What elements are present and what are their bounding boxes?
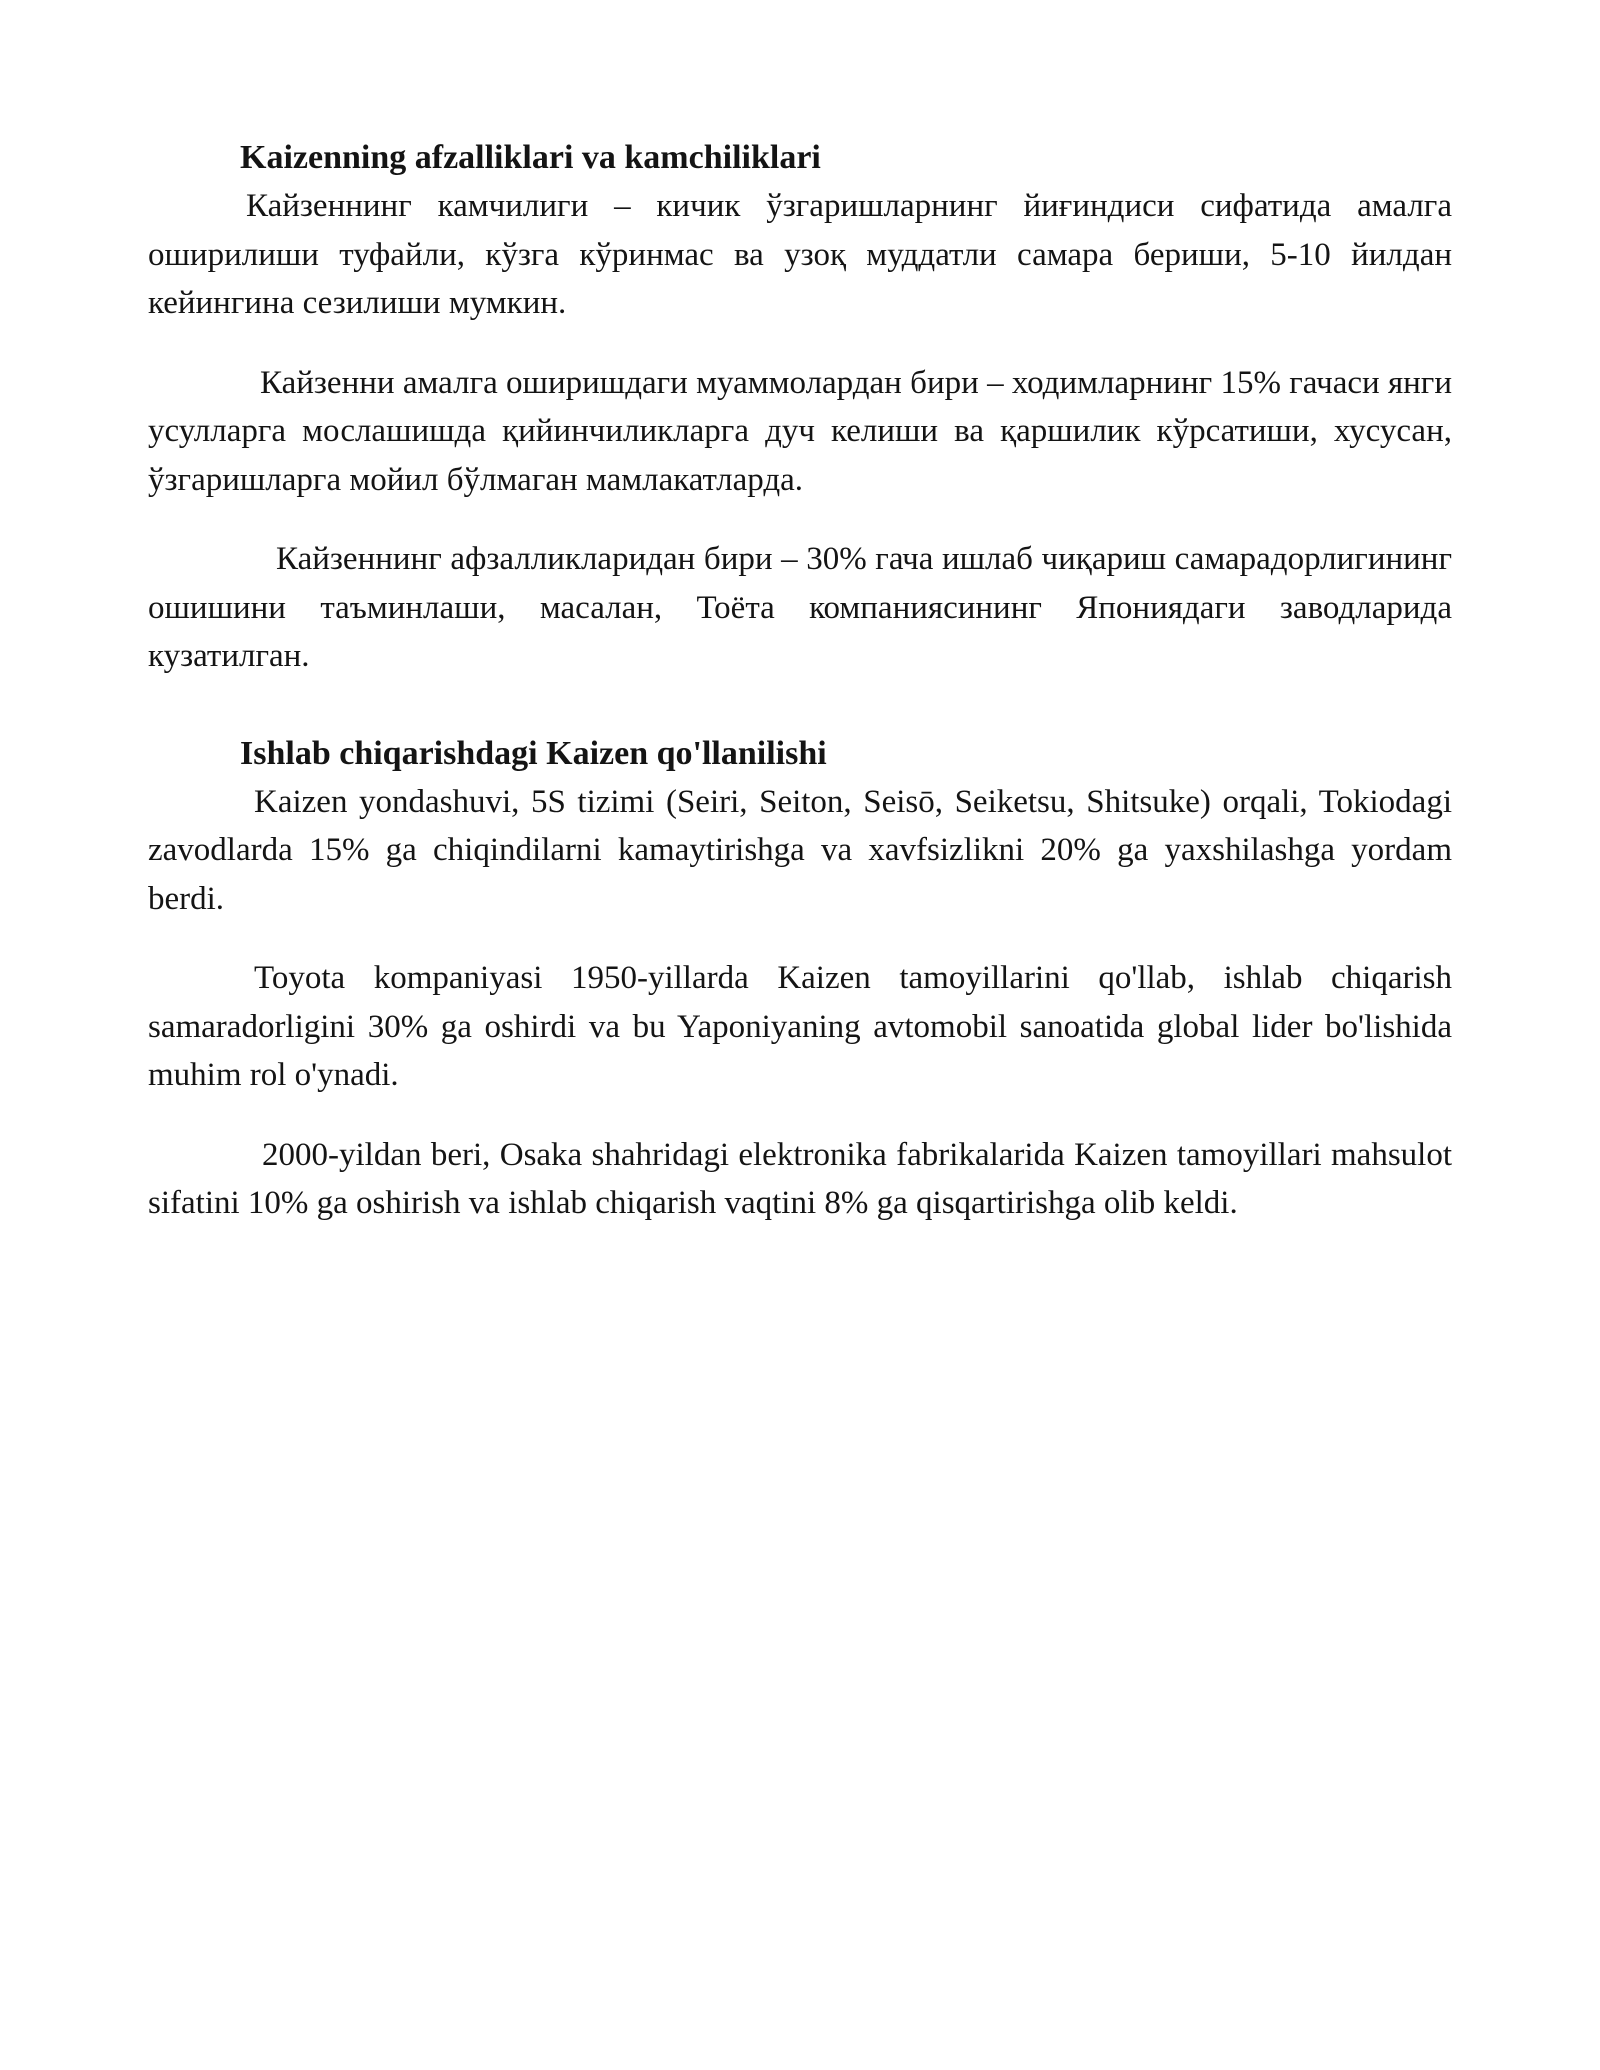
- section-heading: Kaizenning afzalliklari va kamchiliklari: [240, 139, 821, 176]
- paragraph: Кайзеннинг афзалликларидан бири – 30% гача ишлаб чиқариш самарадорлигининг ошишини таъминлаши, масалан, Тоёта компаниясининг Япониядаги заводларида кузатилган.: [148, 541, 1452, 674]
- section-kaizen-in-production: [148, 730, 1452, 1228]
- paragraph: 2000-yildan beri, Osaka shahridagi elektronika fabrikalarida Kaizen tamoyillari mahsulot sifatini 10% ga oshirish va ishlab chiqarish vaqtini 8% ga qisqartirishga olib keldi.: [148, 1136, 1452, 1221]
- section-advantages-disadvantages: [148, 134, 1452, 681]
- paragraph: Toyota kompaniyasi 1950-yillarda Kaizen tamoyillarini qo'llab, ishlab chiqarish samaradorligini 30% ga oshirdi va bu Yaponiyaning avtomobil sanoatida global lider bo'lishida muhim rol o'ynadi.: [148, 960, 1452, 1093]
- section-heading: Ishlab chiqarishdagi Kaizen qo'llanilishi: [240, 734, 827, 772]
- paragraph: Kaizen yondashuvi, 5S tizimi (Seiri, Seiton, Seisō, Seiketsu, Shitsuke) orqali, Tokiodagi zavodlarda 15% ga chiqindilarni kamaytirishga va xavfsizlikni 20% ga yaxshilashga yordam berdi.: [148, 783, 1452, 917]
- paragraph: Кайзеннинг камчилиги – кичик ўзгаришларнинг йиғиндиси сифатида амалга оширилиши туфайли, кўзга кўринмас ва узоқ муддатли самара бериши, 5-10 йилдан кейингина сезилиши мумкин.: [148, 188, 1452, 321]
- paragraph: Кайзенни амалга оширишдаги муаммолардан бири – ходимларнинг 15% гачаси янги усулларга мослашишда қийинчиликларга дуч келиши ва қаршилик кўрсатиши, хусусан, ўзгаришларга мойил бўлмаган мамлакатларда.: [148, 364, 1452, 498]
